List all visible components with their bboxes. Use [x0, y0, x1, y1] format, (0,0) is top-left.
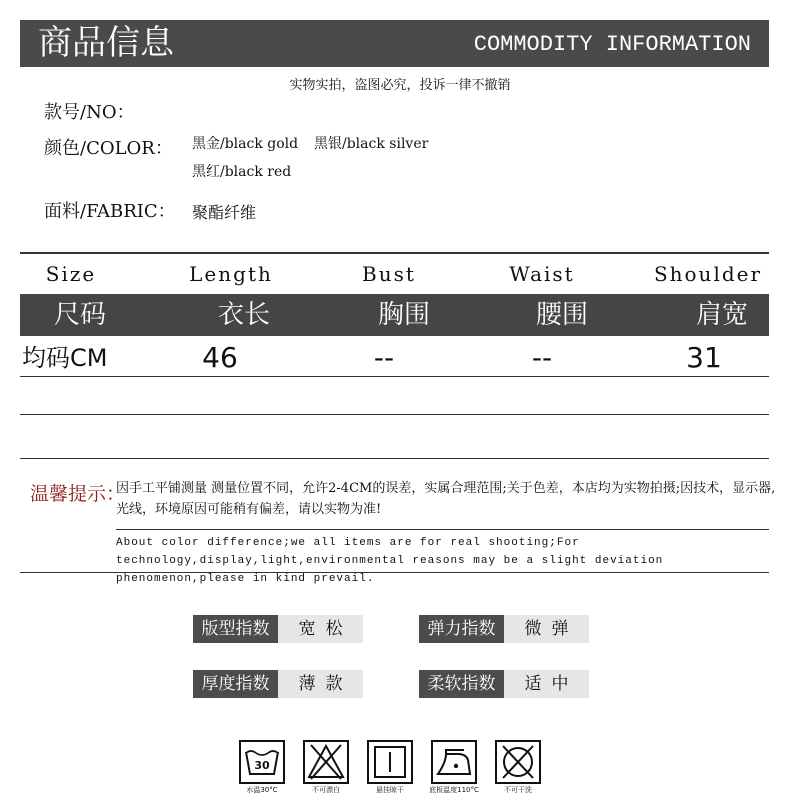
divider [20, 376, 769, 377]
hang-dry-icon [367, 740, 413, 784]
divider [20, 252, 769, 254]
care-label: 水温30°C [246, 786, 278, 794]
care-label: 底板温度110°C [429, 786, 479, 794]
size-row-label: 均码CM [22, 344, 108, 372]
tips-text-en: About color difference;we all items are for real shooting;For technology,display,light,environmental reasons may be a slight deviation phenomenon,please in kind prevail. [116, 537, 664, 585]
color-label: 颜色/COLOR： [44, 138, 173, 159]
length-value: 46 [202, 341, 238, 374]
fit-index-label: 版型指数 [193, 615, 278, 643]
size-header-en: Size [45, 262, 97, 286]
stretch-index-value: 微弹 [504, 615, 589, 643]
size-header-cn: 尺码 [53, 300, 106, 330]
divider [116, 529, 769, 530]
iron-110-icon [431, 740, 477, 784]
thickness-index-value: 薄款 [278, 670, 363, 698]
no-bleach-icon [303, 740, 349, 784]
thickness-index [193, 670, 363, 698]
color-option: 黑银/black silver [314, 136, 429, 152]
care-item-dryclean [488, 740, 548, 795]
fit-index [193, 615, 363, 643]
fabric-value: 聚酯纤维 [192, 203, 257, 222]
shoulder-header-cn: 肩宽 [695, 300, 748, 330]
wash-temp: 30 [254, 759, 270, 772]
waist-header-cn: 腰围 [535, 300, 588, 330]
stretch-index [419, 615, 589, 643]
waist-header-en: Waist [509, 262, 575, 286]
fabric-label: 面料/FABRIC： [44, 201, 176, 222]
style-no-label: 款号/NO： [44, 102, 135, 123]
header-title-cn: 商品信息 [38, 23, 174, 63]
header-bar [20, 20, 769, 67]
size-header-bar [20, 294, 769, 336]
care-item-wash [232, 740, 292, 795]
softness-index-label: 柔软指数 [419, 670, 504, 698]
softness-index [419, 670, 589, 698]
divider [20, 414, 769, 415]
tips-label: 温馨提示： [30, 483, 126, 505]
length-header-en: Length [189, 262, 273, 286]
divider [20, 572, 769, 573]
care-label: 不可漂白 [312, 786, 340, 794]
color-option: 黑红/black red [192, 164, 292, 180]
care-item-iron [424, 740, 484, 795]
shoulder-value: 31 [686, 341, 722, 374]
divider [20, 458, 769, 459]
wash-30-icon [239, 740, 285, 784]
care-item-bleach [296, 740, 356, 795]
bust-header-cn: 胸围 [377, 300, 430, 330]
care-item-dry [360, 740, 420, 795]
header-title-en: COMMODITY INFORMATION [473, 32, 751, 57]
notice-text: 实物实拍，盗图必究，投诉一律不撤销 [289, 78, 511, 93]
care-label: 不可干洗 [504, 786, 532, 794]
fit-index-value: 宽松 [278, 615, 363, 643]
stretch-index-label: 弹力指数 [419, 615, 504, 643]
no-dry-clean-icon [495, 740, 541, 784]
length-header-cn: 衣长 [217, 300, 270, 330]
shoulder-header-en: Shoulder [653, 262, 763, 286]
thickness-index-label: 厚度指数 [193, 670, 278, 698]
care-label: 悬挂晾干 [376, 786, 404, 794]
bust-header-en: Bust [362, 262, 416, 286]
softness-index-value: 适中 [504, 670, 589, 698]
tips-text-cn: 因手工平铺测量 测量位置不同，允许2-4CM的误差，实属合理范围;关于色差，本店均为实物拍摄;因技术，显示器,光线，环境原因可能稍有偏差，请以实物为准! [116, 481, 776, 517]
bust-value: -- [373, 341, 395, 374]
color-option: 黑金/black gold [192, 136, 299, 152]
waist-value: -- [531, 341, 553, 374]
